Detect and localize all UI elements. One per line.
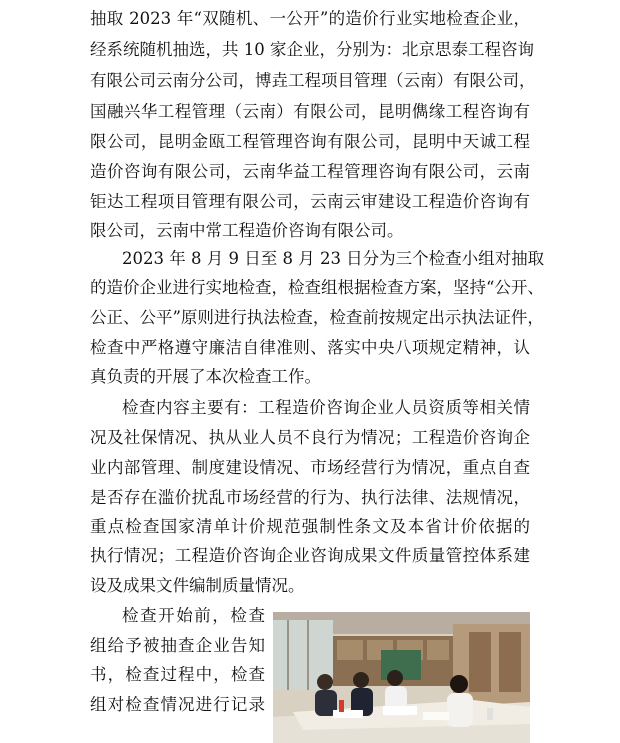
text-line: 造价咨询有限公司，云南华益工程管理咨询有限公司，云南 xyxy=(90,162,530,181)
text-line: 执行情况；工程造价咨询企业咨询成果文件质量管控体系建 xyxy=(90,546,530,565)
text-line: 钜达工程项目管理有限公司，云南云审建设工程造价咨询有 xyxy=(90,192,530,211)
text-line: 的造价企业进行实地检查，检查组根据检查方案，坚持“公开、 xyxy=(90,278,544,297)
text-line: 真负责的开展了本次检查工作。 xyxy=(90,367,321,386)
text-line: 况及社保情况、执从业人员不良行为情况；工程造价咨询企 xyxy=(90,428,530,447)
inspection-meeting-photo xyxy=(273,612,530,743)
text-line: 检查内容主要有：工程造价咨询企业人员资质等相关情 xyxy=(122,398,530,417)
text-line: 业内部管理、制度建设情况、市场经营行为情况，重点自查 xyxy=(90,458,530,477)
text-line: 限公司，云南中常工程造价咨询有限公司。 xyxy=(90,221,404,240)
text-line: 组对检查情况进行记录 xyxy=(90,695,265,714)
text-line: 有限公司云南分公司，博垚工程项目管理（云南）有限公司， xyxy=(90,71,536,90)
text-line: 抽取 2023 年“双随机、一公开”的造价行业实地检查企业， xyxy=(90,9,530,28)
text-line: 是否存在滥价扰乱市场经营的行为、执行法律、法规情况， xyxy=(90,488,530,507)
text-line: 公正、公平”原则进行执法检查，检查前按规定出示执法证件， xyxy=(90,308,544,327)
text-line: 检查开始前，检查 xyxy=(122,606,265,625)
text-line: 检查中严格遵守廉洁自律准则、落实中央八项规定精神，认 xyxy=(90,338,530,357)
photo-illustration xyxy=(273,612,530,743)
text-line: 组给予被抽查企业告知 xyxy=(90,636,265,655)
text-line: 限公司，昆明金瓯工程管理咨询有限公司，昆明中天诚工程 xyxy=(90,132,530,151)
text-line: 2023 年 8 月 9 日至 8 月 23 日分为三个检查小组对抽取 xyxy=(122,249,545,268)
text-line: 国融兴华工程管理（云南）有限公司，昆明儁缘工程咨询有 xyxy=(90,102,530,121)
text-line: 设及成果文件编制质量情况。 xyxy=(90,576,305,595)
text-line: 书，检查过程中，检查 xyxy=(90,665,265,684)
text-line: 经系统随机抽选，共 10 家企业，分别为：北京思泰工程咨询 xyxy=(90,40,534,59)
text-line: 重点检查国家清单计价规范强制性条文及本省计价依据的 xyxy=(90,517,530,536)
